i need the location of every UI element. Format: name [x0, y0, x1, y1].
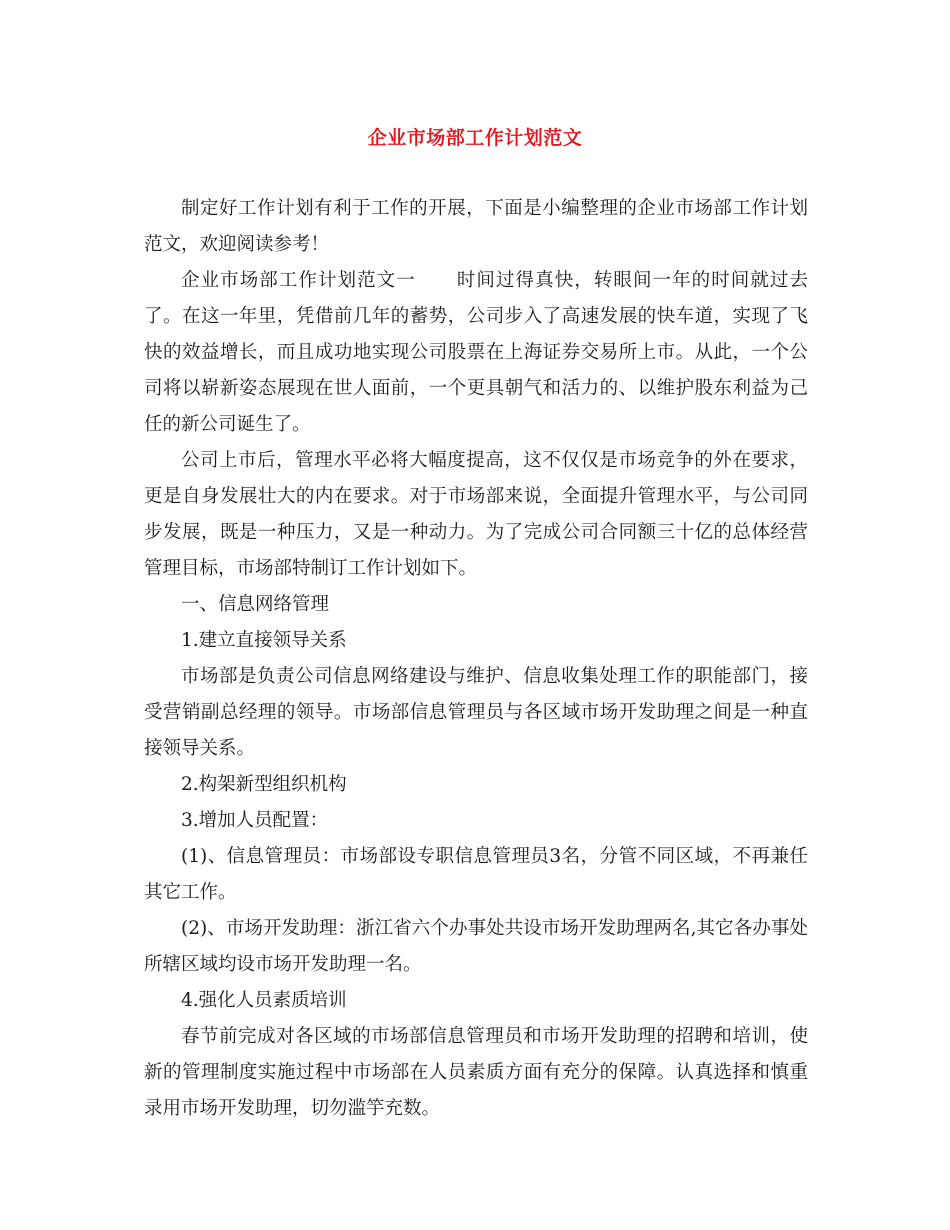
document-body: [144, 191, 808, 1127]
section-one-paragraph: [144, 263, 808, 443]
item-3-sub-1: (1)、信息管理员：市场部设专职信息管理员3名，分管不同区域，不再兼任其它工作。: [144, 846, 808, 903]
item-2-heading: 2.构架新型组织机构: [181, 774, 347, 795]
item-1-paragraph: 市场部是负责公司信息网络建设与维护、信息收集处理工作的职能部门，接受营销副总经理的领导。市场部信息管理员与各区域市场开发助理之间是一种直接领导关系。: [144, 666, 808, 759]
section-one-text: 时间过得真快，转眼间一年的时间就过去了。在这一年里，凭借前几年的蓄势，公司步入了高速发展的快车道，实现了飞快的效益增长，而且成功地实现公司股票在上海证券交易所上市。从此，一个公司将以崭新姿态展现在世人面前，一个更具朝气和活力的、以维护股东利益为己任的新公司诞生了。: [144, 270, 808, 435]
item-3-heading: 3.增加人员配置：: [181, 810, 329, 831]
intro-paragraph: 制定好工作计划有利于工作的开展，下面是小编整理的企业市场部工作计划范文，欢迎阅读参考！: [144, 198, 808, 255]
item-4-paragraph: 春节前完成对各区域的市场部信息管理员和市场开发助理的招聘和培训，使新的管理制度实施过程中市场部在人员素质方面有充分的保障。认真选择和慎重录用市场开发助理，切勿滥竽充数。: [144, 1026, 808, 1119]
item-4-heading: 4.强化人员素质培训: [181, 990, 347, 1011]
listing-paragraph: 公司上市后，管理水平必将大幅度提高，这不仅仅是市场竞争的外在要求，更是自身发展壮大的内在要求。对于市场部来说，全面提升管理水平，与公司同步发展，既是一种压力，又是一种动力。为了完成公司合同额三十亿的总体经营管理目标，市场部特制订工作计划如下。: [144, 450, 808, 579]
document-title: 企业市场部工作计划范文: [367, 127, 583, 149]
item-3-sub-2: (2)、市场开发助理：浙江省六个办事处共设市场开发助理两名,其它各办事处所辖区域均设市场开发助理一名。: [144, 918, 808, 975]
item-1-heading: 1.建立直接领导关系: [181, 630, 347, 651]
section-one-label: 企业市场部工作计划范文一: [181, 270, 416, 291]
heading-info-network: 一、信息网络管理: [181, 594, 330, 615]
